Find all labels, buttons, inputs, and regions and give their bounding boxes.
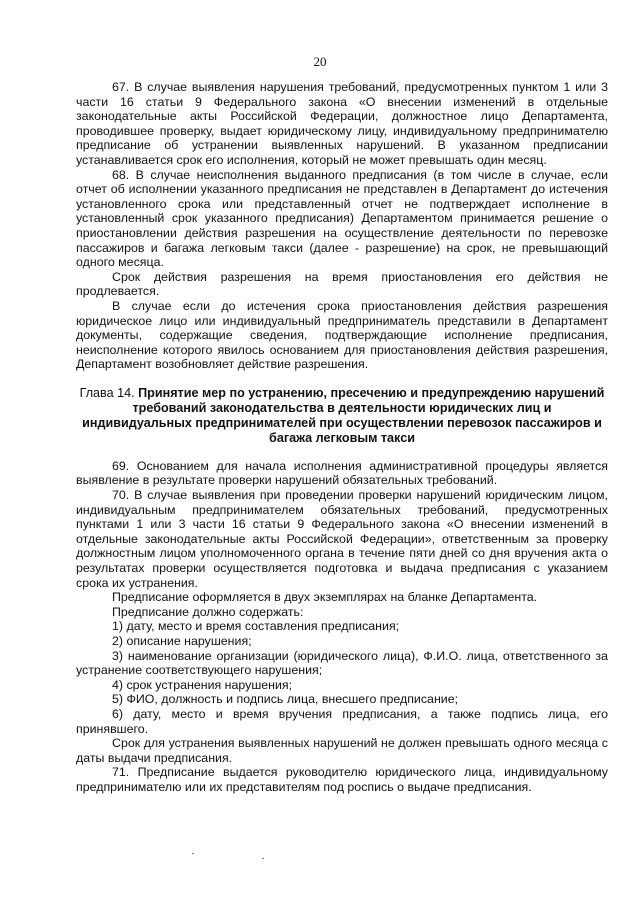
paragraph-deadline: Срок для устранения выявленных нарушений не должен превышать одного месяца с даты выдачи предписания. <box>76 736 608 765</box>
page-number: 20 <box>313 54 327 69</box>
paragraph-69: 69. Основанием для начала исполнения административной процедуры является выявление в результате проверки нарушений обязательных требований. <box>76 458 608 488</box>
paragraph-validity-period: Срок действия разрешения на время приостановления его действия не продлевается. <box>76 269 608 299</box>
paragraph-prescription-form: Предписание оформляется в двух экземплярах на бланке Департамента. <box>112 590 538 605</box>
paragraph-68: 68. В случае неисполнения выданного предписания (в том числе в случае, если отчет об исполнении указанного предписания не представлен в Департамент до истечения установленного срока или представленный отчет не подтверждает исполнение в установленный срок указанного предписания) Департаментом принимается решение о приостановлении действия разрешения на осуществление деятельности по перевозке пассажиров и багажа легковым такси (далее - разрешение) на срок, не превышающий одного месяца. <box>76 167 608 270</box>
paragraph-70: 70. В случае выявления при проведении проверки нарушений юридическим лицом, индивидуальным предпринимателем обязательных требований, предусмотренных пунктами 1 или 3 части 16 статьи 9 Федерального закона «О внесении изменений в отдельные законодательные акты Российской Федерации», ответственным за проверку должностным лицом уполномоченного органа в течение пяти дней со дня вручения акта о результатах проверки осуществляется подготовка и выдача предписания с указанием срока их устранения. <box>76 488 608 590</box>
chapter-label: Глава 14. <box>79 385 135 400</box>
list-item-6: 6) дату, место и время вручения предписания, а также подпись лица, его принявшего. <box>76 706 608 736</box>
list-item-4: 4) срок устранения нарушения; <box>112 677 293 692</box>
chapter-heading <box>76 386 608 446</box>
paragraph-67: 67. В случае выявления нарушения требований, предусмотренных пунктом 1 или 3 части 16 статьи 9 Федерального закона «О внесении изменений в отдельные законодательные акты Российской Федерации, должностное лицо Департамента, проводившее проверку, выдает юридическому лицу, индивидуальному предпринимателю предписание об устранении выявленных нарушений. В указанном предписании устанавливается срок его исполнения, который не может превышать один месяц. <box>76 80 608 167</box>
scan-speck <box>192 853 194 854</box>
scan-speck <box>262 858 264 859</box>
document-body <box>76 80 608 795</box>
list-item-2: 2) описание нарушения; <box>112 634 252 648</box>
paragraph-71: 71. Предписание выдается руководителю юридического лица, индивидуальному предпринимателю или их представителям под роспись о выдаче предписания. <box>76 765 608 794</box>
list-item-3: 3) наименование организации (юридического лица), Ф.И.О. лица, ответственного за устранение соответствующего нарушения; <box>76 648 608 678</box>
list-item-5: 5) ФИО, должность и подпись лица, внесшего предписание; <box>112 692 459 707</box>
list-item-1: 1) дату, место и время составления предписания; <box>112 619 400 634</box>
paragraph-resumption: В случае если до истечения срока приостановления действия разрешения юридическое лицо или индивидуальный предприниматель представили в Департамент документы, содержащие сведения, подтверждающие исполнение предписания, неисполнение которого явилось основанием для приостановления действия разрешения, Департамент возобновляет действие разрешения. <box>76 298 608 372</box>
chapter-title: Принятие мер по устранению, пресечению и предупреждению нарушений требований законодательства в деятельности юридических лиц и индивидуальных предпринимателей при осуществлении перевозок пассажиров и багажа легковым такси <box>82 385 605 445</box>
paragraph-prescription-contents: Предписание должно содержать: <box>112 604 304 619</box>
